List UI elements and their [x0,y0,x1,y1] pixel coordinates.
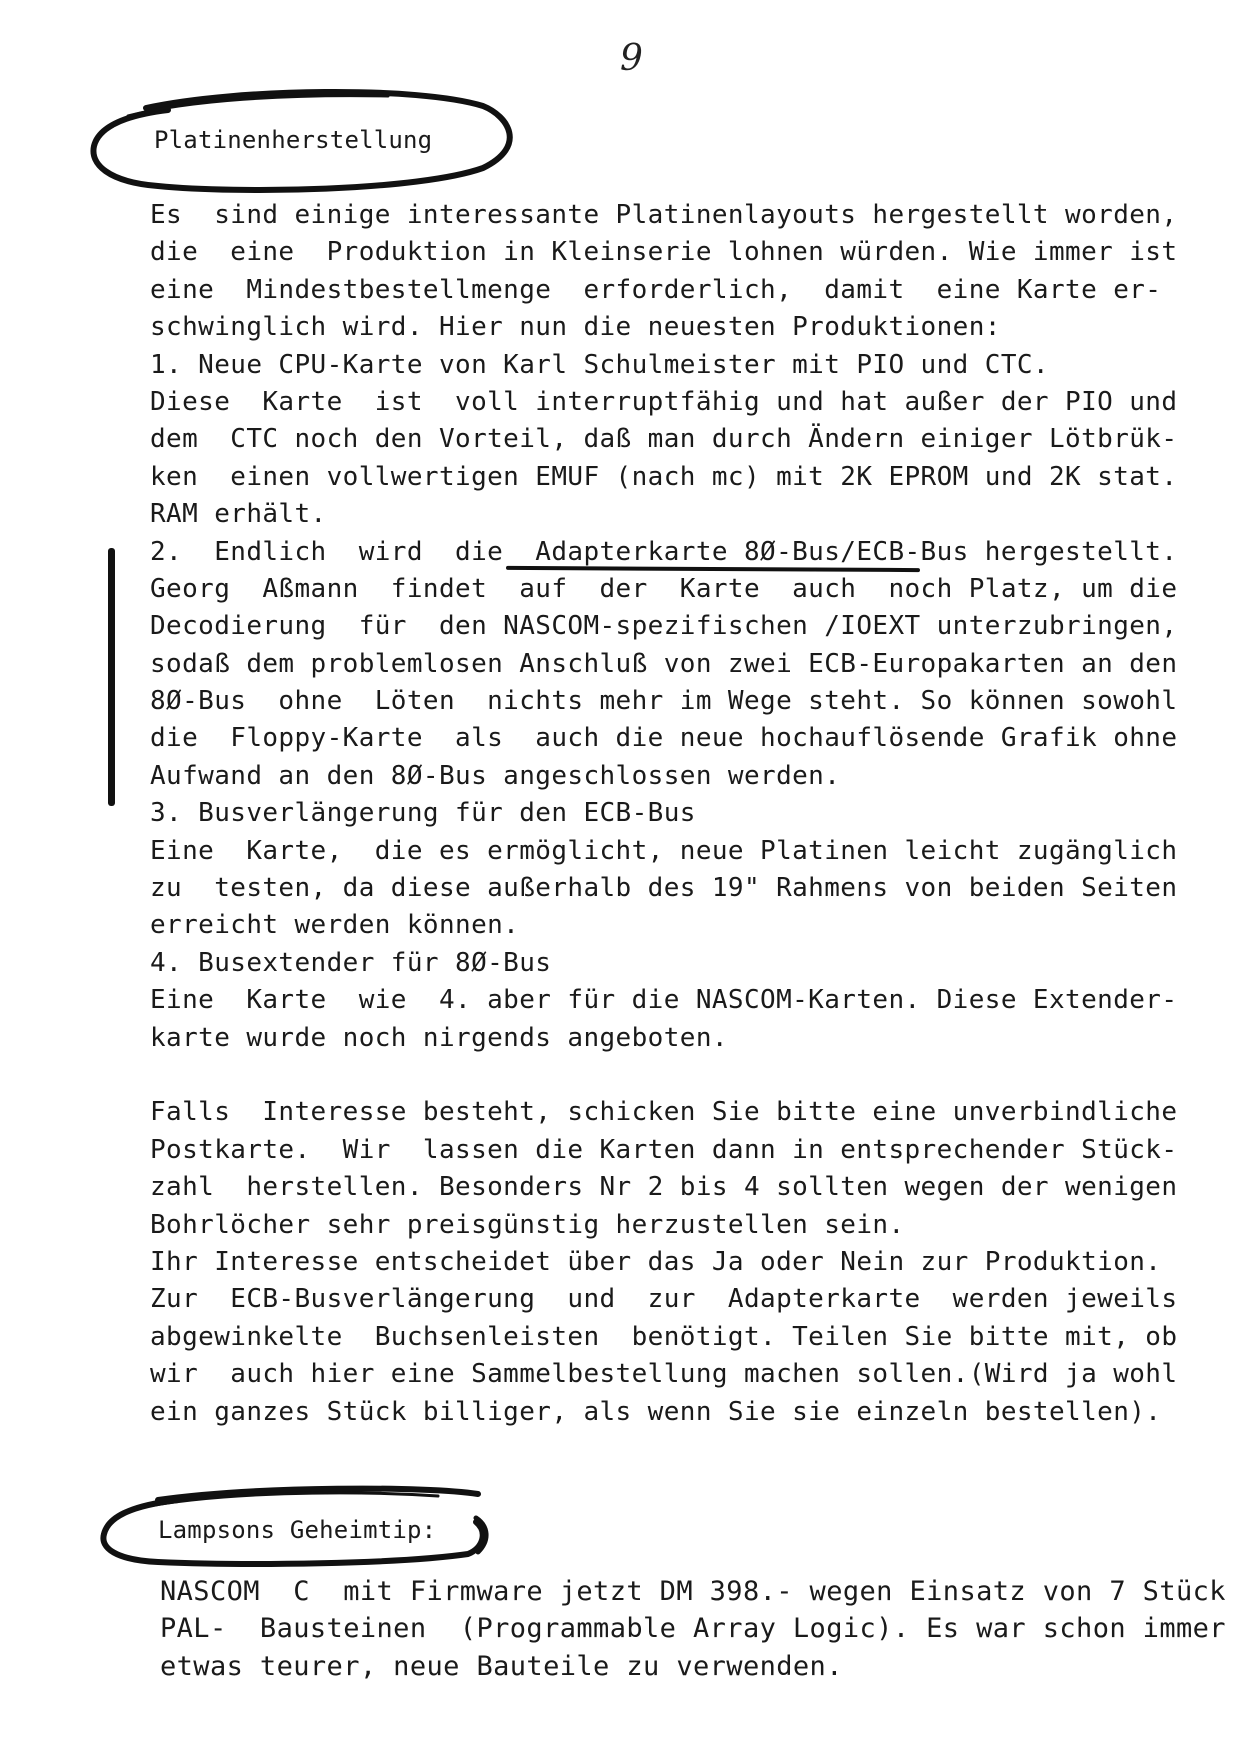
text-line: NASCOM C mit Firmware jetzt DM 398.- wegen Einsatz von 7 Stück [160,1576,1226,1607]
text-line: Es sind einige interessante Platinenlayouts hergestellt worden, [150,200,1178,230]
text-line: 2. Endlich wird die Adapterkarte 8Ø-Bus/ECB-Bus hergestellt. [150,536,1178,567]
text-line: schwinglich wird. Hier nun die neuesten Produktionen: [150,312,1001,343]
text-line: Falls Interesse besteht, schicken Sie bitte eine unverbindliche [150,1097,1178,1128]
text-line: Diese Karte ist voll interruptfähig und hat außer der PIO und [150,386,1178,417]
text-line: Georg Aßmann findet auf der Karte auch noch Platz, um die [150,573,1178,604]
text-line: Postkarte. Wir lassen die Karten dann in entsprechender Stück- [150,1134,1178,1165]
text-line: 1. Neue CPU-Karte von Karl Schulmeister mit PIO und CTC. [150,349,1049,380]
text-line: 4. Busextender für 8Ø-Bus [150,947,552,978]
text-line: Eine Karte, die es ermöglicht, neue Platinen leicht zugänglich [150,835,1178,866]
text-line: abgewinkelte Buchsenleisten benötigt. Teilen Sie bitte mit, ob [150,1321,1178,1352]
text-line: sodaß dem problemlosen Anschluß von zwei ECB-Europakarten an den [150,648,1178,679]
text-line: Zur ECB-Busverlängerung und zur Adapterkarte werden jeweils [150,1284,1178,1315]
text-line: 3. Busverlängerung für den ECB-Bus [150,798,696,829]
text-line: PAL- Bausteinen (Programmable Array Logic). Es war schon immer [160,1613,1226,1645]
text-line: etwas teurer, neue Bauteile zu verwenden. [160,1650,843,1682]
text-line: Ihr Interesse entscheidet über das Ja oder Nein zur Produktion. [150,1246,1162,1277]
text-line: die eine Produktion in Kleinserie lohnen würden. Wie immer ist [150,237,1178,268]
page-number: 9 [620,38,643,79]
text-line: eine Mindestbestellmenge erforderlich, damit eine Karte er- [150,274,1162,305]
text-line: Bohrlöcher sehr preisgünstig herzustellen sein. [150,1209,905,1240]
text-line: Aufwand an den 8Ø-Bus angeschlossen werden. [150,760,841,791]
heading-title: Platinenherstellung [154,126,433,154]
section2-body [160,1573,1226,1685]
margin-bar-mark [108,548,115,806]
text-line: karte wurde noch nirgends angeboten. [150,1022,728,1053]
text-line: die Floppy-Karte als auch die neue hochauflösende Grafik ohne [150,723,1178,754]
section1-body [150,197,1177,1431]
heading-lampsons-geheimtip [98,1482,498,1572]
text-line: 8Ø-Bus ohne Löten nichts mehr im Wege steht. So können sowohl [150,686,1178,717]
text-line: ken einen vollwertigen EMUF (nach mc) mit 2K EPROM und 2K stat. [150,461,1178,492]
heading-platinenherstellung [88,86,498,206]
text-line: zahl herstellen. Besonders Nr 2 bis 4 sollten wegen der wenigen [150,1172,1178,1203]
blank-line [150,1057,1177,1094]
text-line: erreicht werden können. [150,910,520,941]
text-line: ein ganzes Stück billiger, als wenn Sie sie einzeln bestellen). [150,1396,1162,1427]
text-line: wir auch hier eine Sammelbestellung machen sollen.(Wird ja wohl [150,1359,1178,1390]
text-line: Decodierung für den NASCOM-spezifischen /IOEXT unterzubringen, [150,611,1178,642]
text-line: zu testen, da diese außerhalb des 19" Rahmens von beiden Seiten [150,873,1178,904]
text-line: RAM erhält. [150,499,327,530]
heading-title: Lampsons Geheimtip: [158,1516,437,1544]
text-line: Eine Karte wie 4. aber für die NASCOM-Karten. Diese Extender- [150,985,1178,1016]
text-line: dem CTC noch den Vorteil, daß man durch Ändern einiger Lötbrük- [150,424,1178,455]
